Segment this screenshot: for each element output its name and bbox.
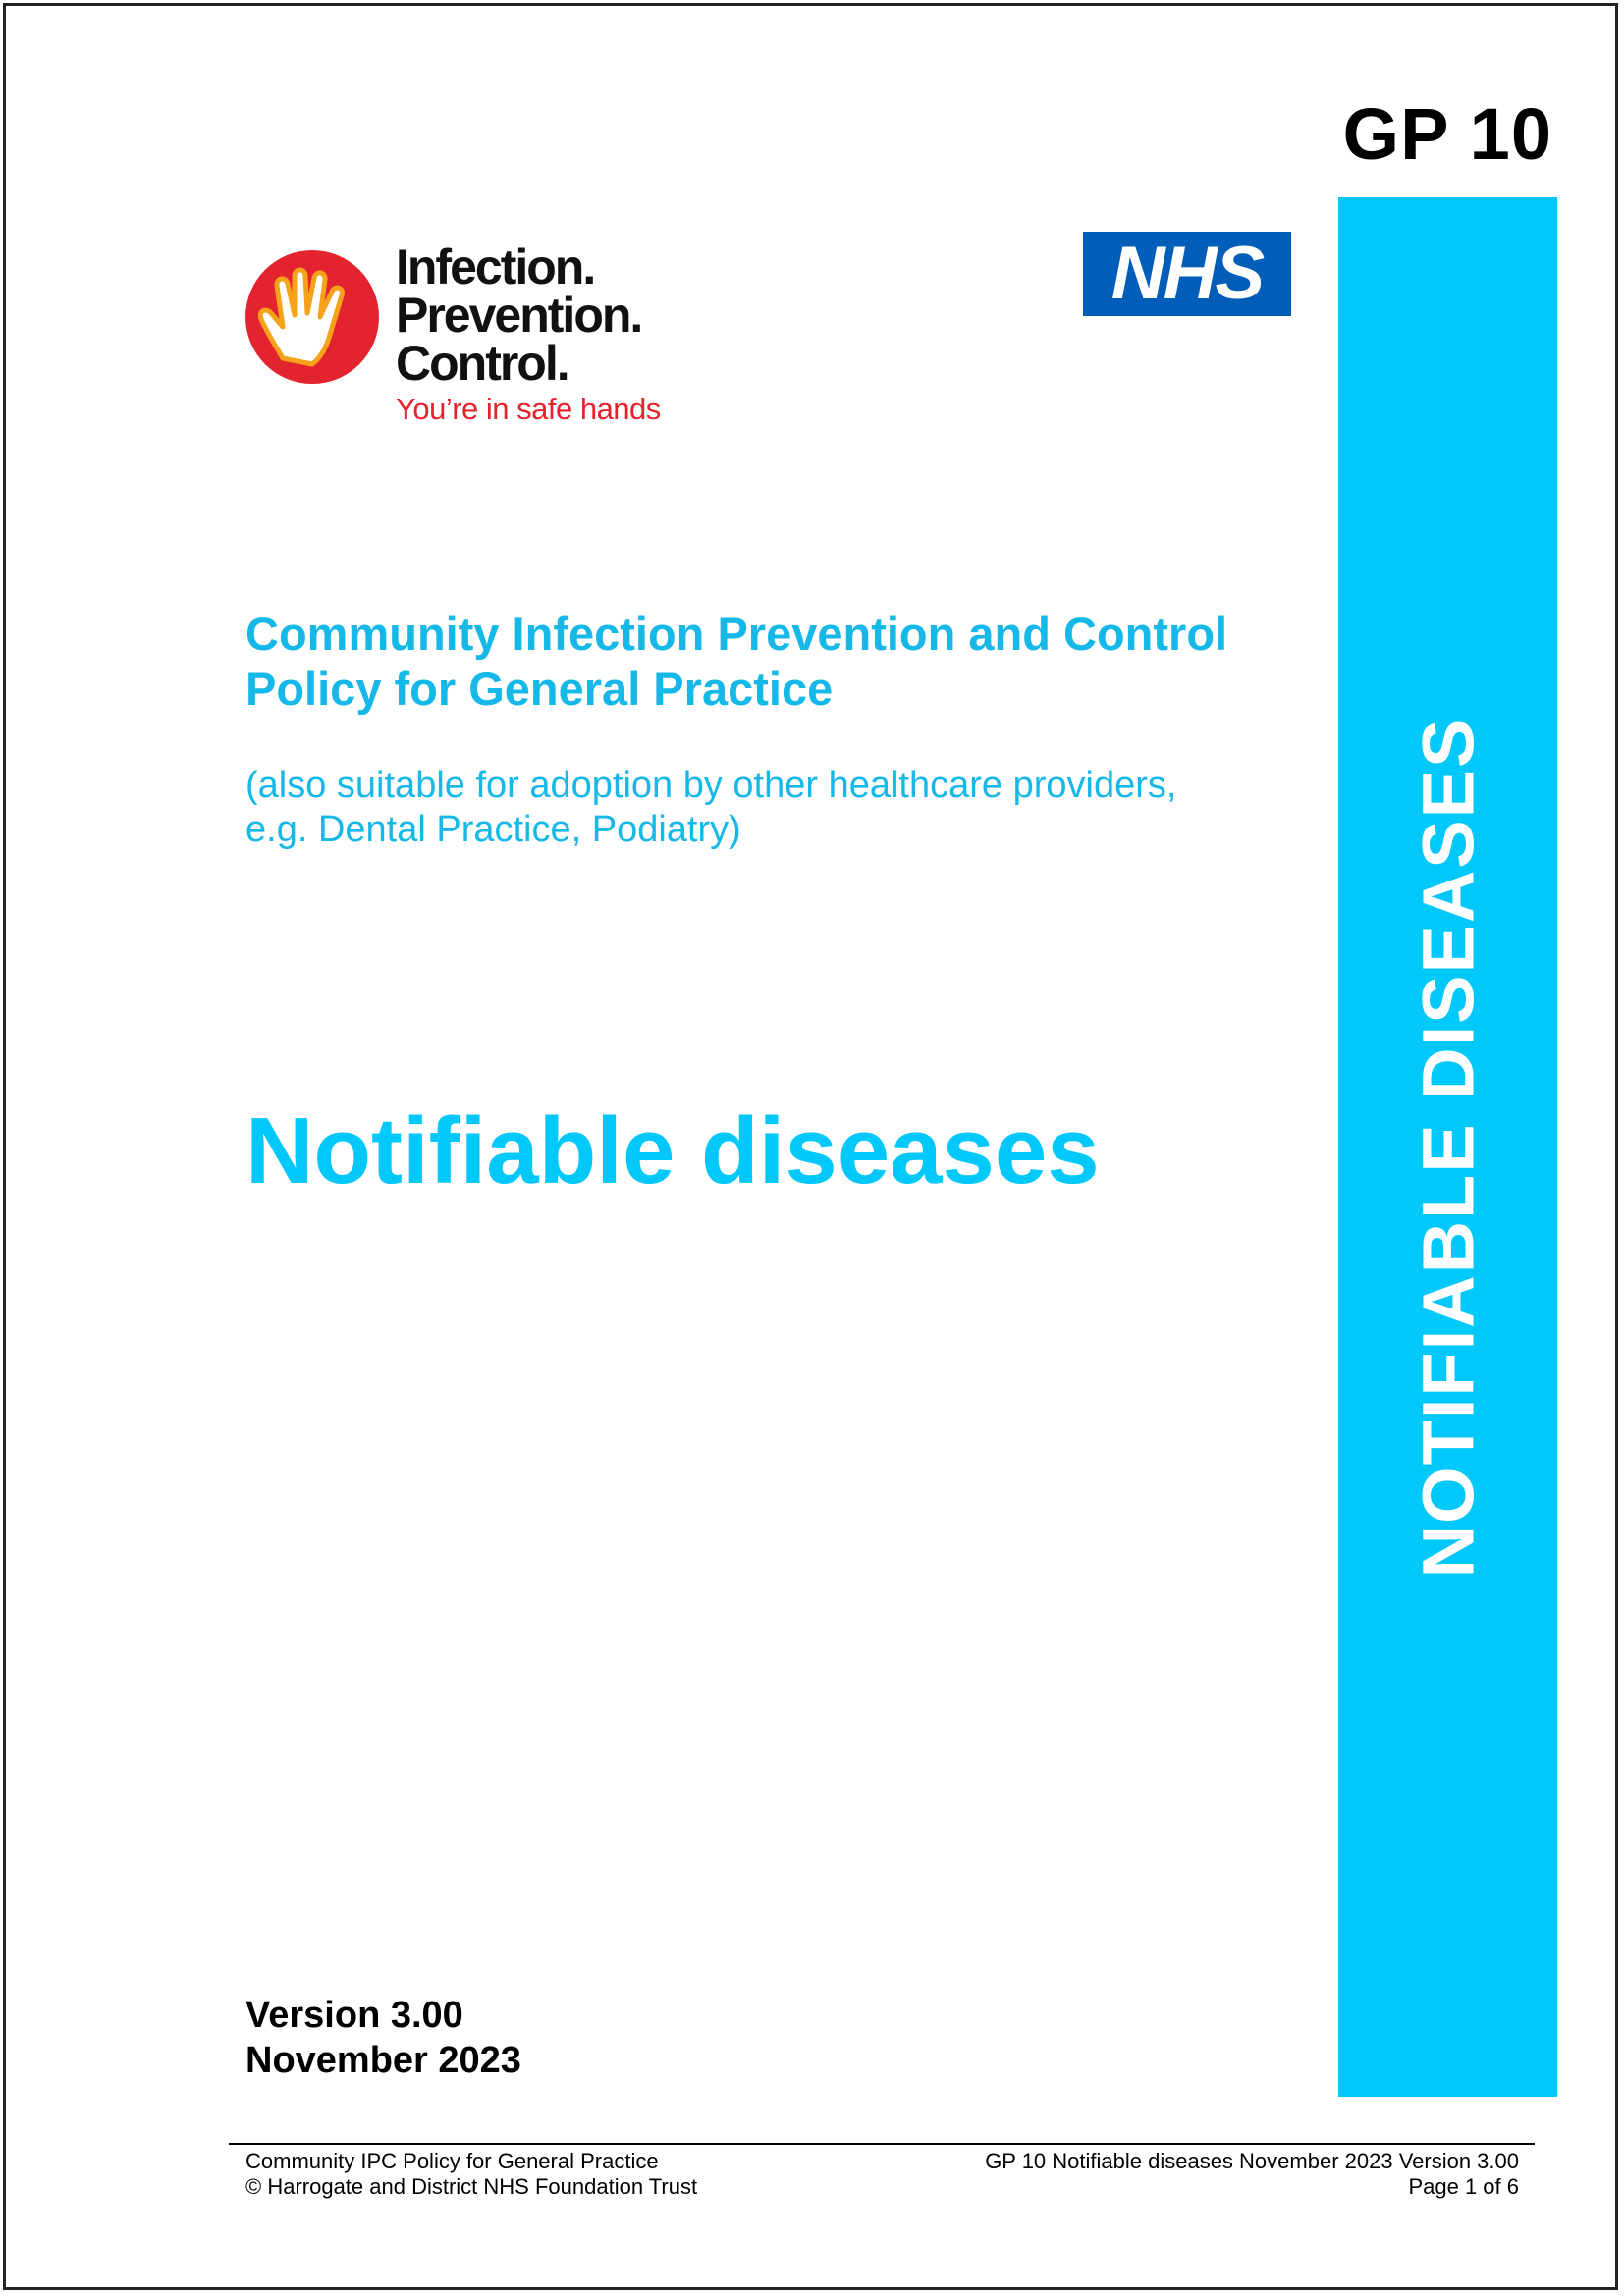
hand-icon xyxy=(244,248,381,386)
footer-policy-name: Community IPC Policy for General Practice xyxy=(245,2149,659,2173)
ipc-logo-text xyxy=(396,240,661,427)
footer-copyright: © Harrogate and District NHS Foundation Trust xyxy=(245,2174,698,2199)
footer-right xyxy=(985,2149,1519,2200)
footer-left xyxy=(245,2149,697,2200)
policy-title-line: Policy for General Practice xyxy=(245,663,834,715)
ipc-logo-line: Control. xyxy=(396,336,568,391)
nhs-logo xyxy=(1083,232,1291,316)
ipc-logo xyxy=(244,240,676,430)
nhs-logo-text: NHS xyxy=(1110,232,1264,315)
policy-subtitle-line: (also suitable for adoption by other healthcare providers, xyxy=(245,765,1177,806)
ipc-logo-tagline: You’re in safe hands xyxy=(396,392,661,426)
policy-subtitle-line: e.g. Dental Practice, Podiatry) xyxy=(245,809,741,850)
version-block xyxy=(245,1993,521,2083)
footer-document-info: GP 10 Notifiable diseases November 2023 Version 3.00 xyxy=(985,2149,1519,2173)
ipc-logo-line: Prevention. xyxy=(396,288,642,343)
version-date: November 2023 xyxy=(245,2040,521,2081)
side-banner xyxy=(1338,197,1557,2097)
document-title: Notifiable diseases xyxy=(245,1098,1100,1203)
footer-divider xyxy=(229,2143,1535,2145)
ipc-logo-line: Infection. xyxy=(396,240,595,294)
document-code: GP 10 xyxy=(1342,93,1552,175)
policy-subtitle xyxy=(245,764,1316,852)
footer-page-number: Page 1 of 6 xyxy=(1408,2174,1519,2199)
side-banner-text: NOTIFIABLE DISEASES xyxy=(1407,717,1489,1577)
policy-title xyxy=(245,607,1316,717)
version-number: Version 3.00 xyxy=(245,1995,463,2036)
policy-title-line: Community Infection Prevention and Control xyxy=(245,608,1228,660)
